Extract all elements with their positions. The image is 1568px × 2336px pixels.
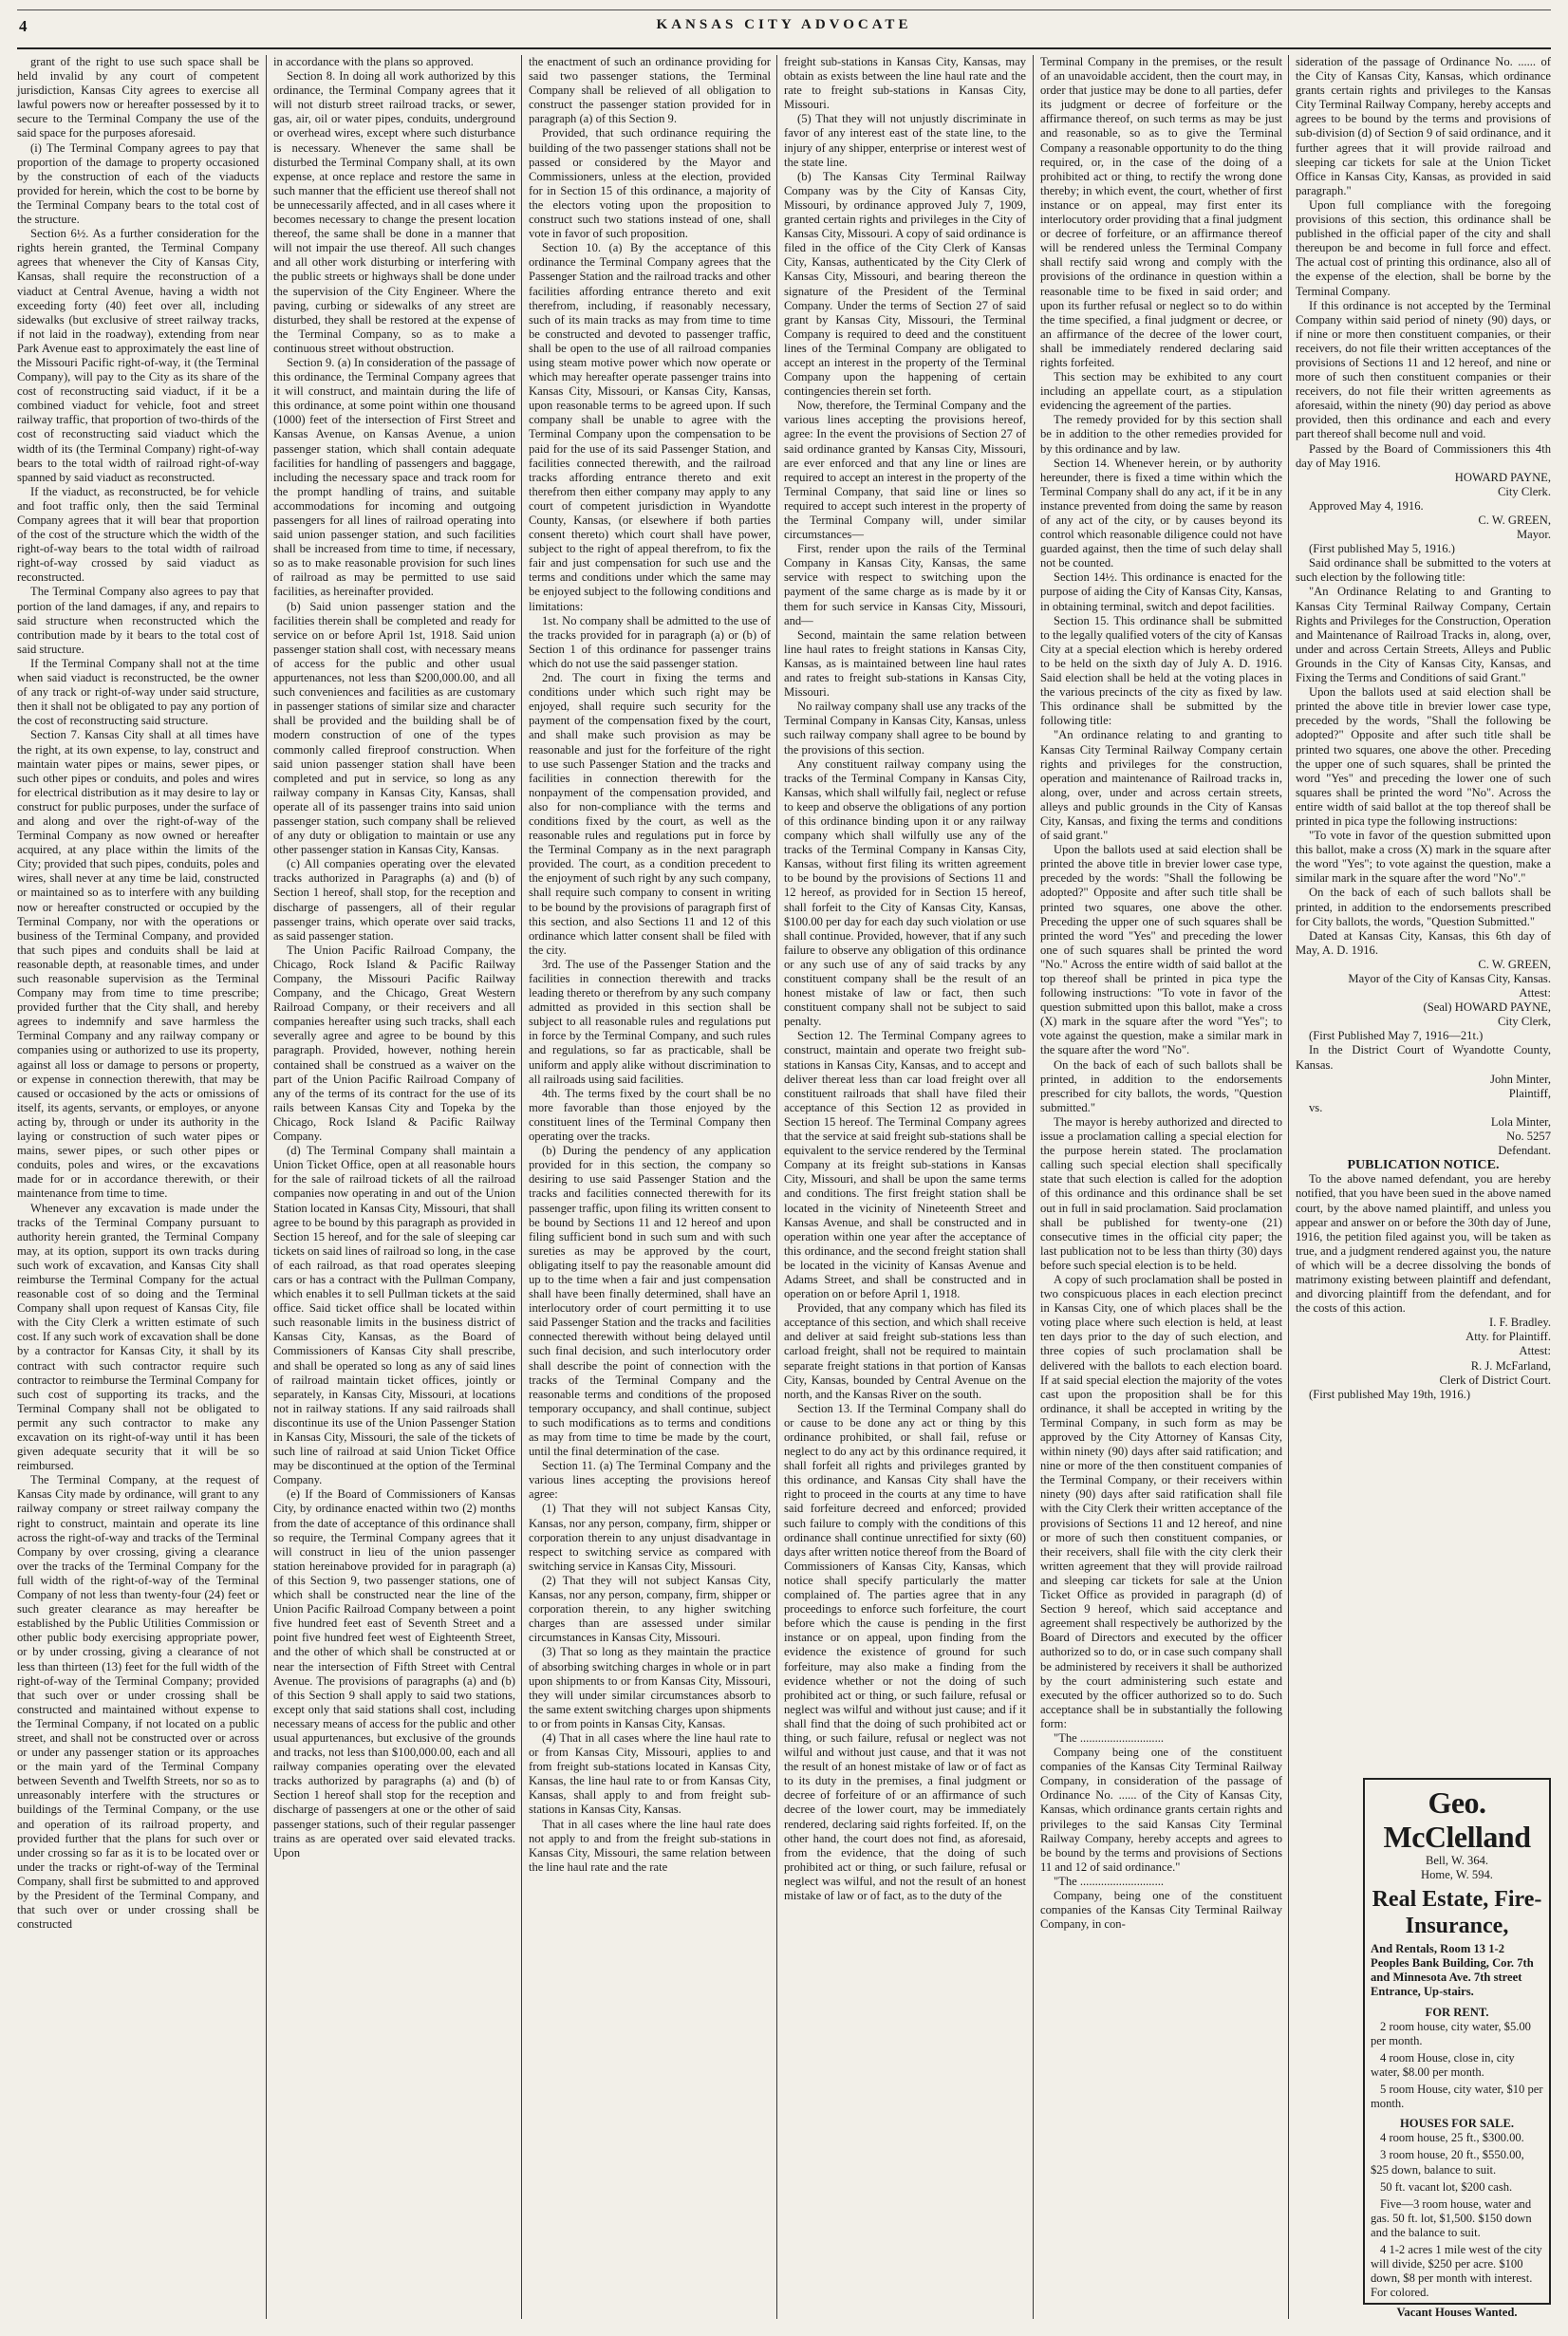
column-5-paragraph: The remedy provided for by this section shall be in addition to the other remedies provided for by this ordinance and by law.: [1040, 413, 1282, 456]
column-3-paragraph: Section 10. (a) By the acceptance of this ordinance the Terminal Company agrees that the Passenger Station and the railroad tracks and other facilities affording entrance thereto and exit therefrom, including, if reasonably necessary, such of its main tracks as may from time to time be constructed and devoted to passenger traffic, shall be open to the use of all railroad companies using steam motive power which now operate or which may hereafter operate passenger trains into Kansas City, Missouri, or Kansas City, Kansas, upon reasonable terms to be agreed upon. If such company shall be unable to agree with the Terminal Company upon the compensation to be paid for the use of its said Passenger Station, and facilities connected therewith, and the railroad tracks affording entrance thereto and exit therefrom then either company may apply to any court of competent jurisdiction in Wyandotte County, Kansas, (or elsewhere if both parties consent thereto) which court shall have power, subject to the right of appeal therefrom, to fix the fair and just compensation for such use and the terms and conditions under which the same may be enjoyed subject to the following conditions and limitations:: [529, 241, 771, 613]
column-1-paragraph: Whenever any excavation is made under the tracks of the Terminal Company pursuant to authority herein granted, the Terminal Company may, at its option, support its own tracks during such work of excavation, and Kansas City shall reimburse the Terminal Company for the actual reasonable cost of so doing and the Terminal Company shall upon request of Kansas City, file with the City Clerk a written estimate of such cost. If any such work of excavation shall be done by a contractor for Kansas City, it shall by its contract with such contractor require such contractor to reimburse the Terminal Company for such cost of supporting its tracks, and the Terminal Company shall not be obligated to permit any such contractor to make any excavation on its right-of-way until it has been given adequate security that it will be so reimbursed.: [17, 1201, 259, 1473]
column-5-paragraph: This section may be exhibited to any court including an appellate court, as a stipulation evidencing the agreement of the parties.: [1040, 370, 1282, 413]
column-4-paragraph: Second, maintain the same relation between line haul rates to freight stations in Kansas City, Kansas, as is maintained between line haul rates and rates to freight sub-stations in Kansas City, Missouri.: [784, 627, 1026, 700]
for-rent-heading: FOR RENT.: [1425, 2005, 1489, 2019]
column-2-paragraph: (d) The Terminal Company shall maintain a Union Ticket Office, open at all reasonable hours for the sale of railroad tickets of all the railroad companies now operating in and out of the Union Station located in Kansas City, Missouri, that shall agree to be bound by this paragraph as provided in Section 15 hereof, and for the sale of sleeping car tickets on said lines of railroad so long, in the case of each railroad, as that road operates sleeping cars or has a contract with the Pullman Company, which enables it to sell Pullman tickets at the said office. Said ticket office shall be located within such reasonable limits in the business district of Kansas City, Kansas, as the Board of Commissioners of Kansas City shall prescribe, and shall be operated so long as any of said lines of railroad maintain ticket offices, jointly or separately, in Kansas City, Missouri, at locations not in railway stations. If any said railroads shall discontinue its use of the Union Passenger Station in Kansas City, Missouri, the sale of the tickets of such line of railroad at said Union Ticket Office may be discontinued at the option of the Terminal Company.: [273, 1144, 515, 1487]
rent-listing: 2 room house, city water, $5.00 per month.: [1371, 2019, 1531, 2047]
column-3-paragraph: 4th. The terms fixed by the court shall be no more favorable than those enjoyed by the constituent lines of the Terminal Company then operating over the tracks.: [529, 1086, 771, 1144]
column-4-paragraph: (b) The Kansas City Terminal Railway Company was by the City of Kansas City, Missouri, by ordinance approved July 7, 1909, granted certain rights and privileges in the City of Kansas City, Missouri. A copy of said ordinance is filed in the office of the City Clerk of Kansas City, Kansas, authenticated by the City Clerk of Kansas City, Missouri, and bearing thereon the signature of the President of the Terminal Company. Under the terms of Section 27 of said grant by Kansas City, Missouri, the Terminal Company is required to deed and the constituent lines of the Terminal Company are obligated to accept an interest in the property of the Terminal Company upon the happening of certain contingencies therein set forth.: [784, 169, 1026, 399]
column-3-paragraph: (3) That so long as they maintain the practice of absorbing switching charges in whole or in part upon shipments to or from Kansas City, Missouri, they will under similar circumstances absorb to the same extent switching charges upon shipments to or from points in Kansas City, Kansas.: [529, 1645, 771, 1730]
column-3-paragraph: 3rd. The use of the Passenger Station and the facilities in connection therewith and tracks leading thereto or therefrom by any such company admitted as provided in this section shall be subject to all reasonable rules and regulations put in force by the Terminal Company, and such rules and regulations, so far as practicable, shall be uniform and apply alike without discrimination to all railroads using said facilities.: [529, 957, 771, 1086]
column-5-paragraph: Company, being one of the constituent companies of the Kansas City Terminal Railway Company, in con-: [1040, 1889, 1282, 1932]
column-6-paragraph: (First published May 5, 1916.): [1309, 542, 1455, 556]
column-6-paragraph: To the above named defendant, you are hereby notified, that you have been sued in the above named court, by the above named plaintiff, and unless you appear and answer on or before the 30th day of June, 1916, the petition filed against you, will be taken as true, and a judgment rendered against you, the nature of which will be a decree dissolving the bonds of matrimony existing between plaintiff and defendant, and divorcing plaintiff from the defendant, and for the costs of this action.: [1296, 1172, 1551, 1316]
column-2-paragraph: (e) If the Board of Commissioners of Kansas City, by ordinance enacted within two (2) months from the date of acceptance of this ordinance shall so require, the Terminal Company agrees that it will construct in lieu of the union passenger station hereinabove provided for in paragraph (a) of this Section 9, two passenger stations, one of which shall be constructed near the line of the Union Pacific Railroad Company between a point five hundred feet east of Seventh Street and a point five hundred feet west of Eighteenth Street, and the other of which shall be constructed at or near the intersection of Fifth Street with Central Avenue. The provisions of paragraphs (a) and (b) of this Section 9 shall apply to said two stations, except only that said stations shall cost, including necessary means of access for the public and other usual appurtenances, but exclusive of the grounds and tracks, not less than $100,000.00, each and all railway companies operating over the elevated tracks authorized by paragraphs (a) and (b) of Section 1 hereof shall stop for the reception and discharge of passengers at one or the other of said passenger stations, such of their regular passenger trains as are operated over said elevated tracks. Upon: [273, 1487, 515, 1859]
column-2-paragraph: in accordance with the plans so approved.: [273, 55, 474, 68]
masthead: [0, 13, 1568, 46]
column-6-paragraph: Passed by the Board of Commissioners this 4th day of May 1916.: [1296, 441, 1551, 470]
phone-home: Home, W. 594.: [1421, 1868, 1493, 1882]
column-4-paragraph: Section 13. If the Terminal Company shall do or cause to be done any act or thing by this ordinance prohibited, or shall fail, refuse or neglect to do any act by this ordinance required, it shall forfeit all rights and privileges granted by this ordinance, and Kansas City shall have the right to proceed in the courts at any time to have said forfeiture decreed and enforced; provided such failure to comply with the conditions of this ordinance shall continue unrectified for sixty (60) days after written notice thereof from the Board of Commissioners of Kansas City, Kansas, which notice shall specify particularly the matter complained of. The parties agree that in any proceedings to enforce such forfeiture, the court before which the cause is pending in the first instance or on appeal, upon finding from the evidence the existence of ground for such forfeiture, may also make a finding from the evidence whether or not the doing of such prohibited act or thing, or such failure, refusal or neglect was wilful and without just cause; and if it shall find that the doing of such prohibited act or thing, or such failure, refusal or neglect was not wilful and without just cause, and that it was not the result of an honest mistake of law or of fact as to its duty in the premises, a final judgment or decree of forfeiture of or an affirmance of such decree of the lower court, may be immediately rendered, declaring said rights forfeited. If, on the other hand, the court does not find, as aforesaid, from the evidence, that the doing of such prohibited act or thing, or such failure, refusal or neglect was wilful, and not the result of an honest mistake of law or of fact, as to the duty of the: [784, 1401, 1026, 1902]
column-5-paragraph: Upon the ballots used at said election shall be printed the above title in brevier lower case type, preceded by the words: "Shall the following be adopted?" Opposite and after such title shall be printed two squares, one above the other. Preceding the upper one of such squares shall be printed the word "Yes" and preceding the lower one of such squares shall be printed the word "No." Across the entire width of said ballot at the top thereof shall be printed in pica type the following instructions: "To vote in favor of the question submitted upon this ballot, make a cross (X) mark in the square after the word "Yes"; to vote against the question, make a similar mark in the square after the word "No".: [1040, 843, 1282, 1057]
column-6-paragraph: In the District Court of Wyandotte County, Kansas.: [1296, 1043, 1551, 1072]
column-2-paragraph: The Union Pacific Railroad Company, the Chicago, Rock Island & Pacific Railway Company, the Missouri Pacific Railway Company, and the Chicago, Great Western Railroad Company, or their receivers and all companies hereafter using such tracks, shall each severally agree and agree to be bound by this paragraph. Provided, however, nothing herein contained shall be construed as a waiver on the part of the Union Pacific Railroad Company of any of the terms of its contract for the use of its rails between Kansas City and Topeka by the Chicago, Rock Island & Pacific Railway Company.: [273, 943, 515, 1144]
column-rule: [1288, 55, 1289, 2319]
column-3-paragraph: Provided, that such ordinance requiring the building of the two passenger stations shall not be passed or considered by the Mayor and Commissioners, unless at the election, provided for in Section 15 of this ordinance, a majority of the electors voting upon the proposition to construct such two stations instead of one, shall vote in favor of such proposition.: [529, 126, 771, 241]
newspaper-name: KANSAS CITY ADVOCATE: [656, 17, 912, 32]
rent-listing: 4 room House, close in, city water, $8.00 per month.: [1371, 2050, 1515, 2079]
page-number: 4: [19, 17, 28, 35]
column-1-paragraph: Section 6½. As a further consideration for the rights herein granted, the Terminal Company agrees that whenever the City of Kansas City, Kansas, shall require the reconstruction of a viaduct at Central Avenue, having a width not exceeding forty (40) feet over all, including sidewalks (but exclusive of street railway tracks, if not laid in the roadway), extending from near Park Avenue east to approximately the east line of the Missouri Pacific right-of-way, it (the Terminal Company), will pay to the City as its share of the cost of reconstructing said viaduct, if it be a combined viaduct for vehicle, foot and street railway traffic, that proportion of two-thirds of the cost of reconstructing said viaduct which the width of its (the Terminal Company) right-of-way bears to the total width of railroad right-of-way spanned by said viaduct as reconstructed.: [17, 227, 259, 484]
column-1-paragraph: The Terminal Company, at the request of Kansas City made by ordinance, will grant to any railway company or street railway company the right to construct, maintain and operate its line across the right-of-way and tracks of the Terminal Company by over crossing, giving a clearance over the tracks of the Terminal Company for the full width of the right-of-way of the Terminal Company of not less than twenty-four (24) feet or such greater clearance as may hereafter be established by the Public Utilities Commission or other public body exercising appropriate power, or by under crossing, giving a clearance of not less than thirteen (13) feet for the full width of the right-of-way of the Terminal Company; provided that such over or under crossing shall be constructed and maintained without expense to the Terminal Company, if not located on a public street, and shall not be constructed over or across or under any passenger station or its approaches or the main yard of the Terminal Company between Seventh and Twelfth Streets, nor so as to unreasonably interfere with the structures or buildings of the Terminal Company, or the use and operation of its railroad property, and provided further that the plans for such over or under crossing so far as it is to be located over or under the tracks or right-of-way of the Terminal Company, shall first be submitted to and approved by the President of the Terminal Company, and that such over or under crossing shall be constructed: [17, 1473, 259, 1932]
column-6-paragraph: Dated at Kansas City, Kansas, this 6th day of May, A. D. 1916.: [1296, 928, 1551, 957]
column-6-paragraph: Attest: R. J. McFarland, Clerk of District Court.: [1439, 1344, 1551, 1387]
column-6: [1296, 55, 1551, 1716]
column-6-paragraph: Approved May 4, 1916.: [1309, 498, 1424, 513]
sale-listing: 3 room house, 20 ft., $550.00, $25 down, balance to suit.: [1371, 2148, 1524, 2177]
phone-bell: Bell, W. 364.: [1425, 1854, 1489, 1867]
column-5-paragraph: "The ............................: [1054, 1874, 1165, 1888]
column-3-paragraph: (2) That they will not subject Kansas City, Kansas, nor any person, company, firm, shipper or corporation therein, to any higher switching charges than are assessed under similar circumstances in Kansas City, Missouri.: [529, 1573, 771, 1645]
sale-listing: 4 1-2 acres 1 mile west of the city will divide, $250 per acre. $100 down, $8 per month with interest. For colored.: [1371, 2242, 1542, 2300]
column-1-paragraph: Section 7. Kansas City shall at all times have the right, at its own expense, to lay, construct and maintain water pipes or mains, sewer pipes, or such other pipes or conduits, and poles and wires for electrical distribution as it may desire to lay or construct for public purposes, under the surface of and along and over the right-of-way of the Terminal Company as now owned or hereafter acquired, at any place within the limits of the City; provided that such pipes, conduits, poles and wires, shall never at any time be laid, constructed or maintained so as to interfere with any building now or hereafter constructed or occupied by the Terminal Company, nor with the operations or business of the Terminal Company, and provided that such pipes and conduits shall be laid at reasonable depth, at reasonable times, and under such reasonable supervision as the Terminal Company may from time to time prescribe; provided further that the City shall, and hereby agrees to indemnify and save harmless the Terminal Company and any railway company or companies using or authorized to use its property, against all loss or damage to persons or property, or expense in connection therewith, that may be caused or occasioned by the acts or omissions of itself, its agents, servants, or employes, or anyone acting by, through or under its authority in the laying or construction of such water pipes or mains, sewer pipes, or such other pipes or conduits, poles and wires, or the excavations made for or in accordance therewith, or their maintenance from time to time.: [17, 728, 259, 1201]
column-3-paragraph: (4) That in all cases where the line haul rate to or from Kansas City, Missouri, applies to and from freight sub-stations located in Kansas City, Kansas, the line haul rate to or from Kansas City, Kansas, shall apply to and from freight sub-stations in Kansas City, Kansas.: [529, 1730, 771, 1817]
newspaper-columns: [17, 55, 1551, 2324]
ad-trade-heading: Real Estate, Fire-Insurance,: [1372, 1887, 1542, 1939]
column-3: [529, 55, 771, 2319]
column-6-paragraph: (First published May 19th, 1916.): [1309, 1387, 1471, 1401]
column-4: [784, 55, 1026, 2319]
column-5-paragraph: Section 15. This ordinance shall be submitted to the legally qualified voters of the city of Kansas City at a special election which is hereby ordered to be held on the sixth day of July A. D. 1916. Said election shall be held at the voting places in the various precincts of the city as fixed by law. This ordinance shall be submitted by the following title:: [1040, 613, 1282, 728]
column-6-paragraph: PUBLICATION NOTICE.: [1347, 1158, 1500, 1173]
column-3-paragraph: Section 11. (a) The Terminal Company and the various lines accepting the provisions hereof agree:: [529, 1459, 771, 1502]
ad-footer: Vacant Houses Wanted.: [1396, 2306, 1518, 2320]
column-1-paragraph: The Terminal Company also agrees to pay that portion of the land damages, if any, and repairs to said structure when reconstructed which the contribution made by it bears to the total cost of said structure.: [17, 585, 259, 656]
for-sale-list: [1371, 2131, 1543, 2300]
column-6-paragraph: "An Ordinance Relating to and Granting to Kansas City Terminal Railway Company, Certain Rights and Privileges for the Construction, Operation and Maintenance of Railroad Tracks in, along, over, under and across Certain Streets, Alleys and Public Grounds in the City of Kansas City, Kansas, and Fixing the Terms and Conditions of said Grant.": [1296, 585, 1551, 685]
column-2-paragraph: Section 8. In doing all work authorized by this ordinance, the Terminal Company agrees that it will not disturb street railroad tracks, or sewer, gas, air, oil or water pipes, conduits, underground or overhead wires, except where such disturbance is necessary. Whenever the same shall be disturbed the Terminal Company shall, at its own expense, at once replace and restore the same in such manner that the efficient use thereof shall not be unnecessarily affected, and in all cases where it becomes necessary to change the present location thereof, the same shall be done in a manner that will not impair the use thereof. All such changes and all other work disturbing or interfering with the public streets or highways shall be done under the supervision of the City Engineer. Where the paving, curbing or sidewalks of any street are disturbed, they shall be restored at the expense of the Terminal Company, so as to make a continuous street without obstruction.: [273, 69, 515, 355]
column-1-paragraph: If the Terminal Company shall not at the time when said viaduct is reconstructed, be the owner of any track or right-of-way under said structure, then it shall not be obligated to pay any portion of the cost of reconstructing said structure.: [17, 656, 259, 728]
column-3-paragraph: That in all cases where the line haul rate does not apply to and from the freight sub-stations in Kansas City, Missouri, the same relation between the line haul rate and the rate: [529, 1817, 771, 1874]
column-6-paragraph: HOWARD PAYNE, City Clerk.: [1454, 470, 1551, 498]
column-5-paragraph: Terminal Company in the premises, or the result of an unavoidable accident, then the court may, in order that justice may be done to all parties, defer its judgment or decree of forfeiture or the affirmance thereof, on such terms as may be just and reasonable, so as to give the Terminal Company a reasonable opportunity to do the thing required, or, in the case of the doing of a prohibited act or thing, to rectify the wrong done thereby; in which event, the court, whether of first instance or on appeal, may first enter its interlocutory order providing that a final judgment or decree of forfeiture, or an affirmance thereof will be rendered unless the Terminal Company shall rectify said wrong and comply with the provisions of the ordinance in question within a reasonable time to be fixed in said order; and upon its further refusal or neglect so to do within the time specified, a final judgment or decree, or an affirmance of the decree of the lower court, shall be immediately rendered declaring said rights forfeited.: [1040, 55, 1282, 369]
column-6-paragraph: Attest: (Seal) HOWARD PAYNE, City Clerk,: [1423, 986, 1551, 1029]
column-6-paragraph: C. W. GREEN, Mayor of the City of Kansas City, Kansas.: [1348, 957, 1551, 985]
column-6-paragraph: (First Published May 7, 1916—21t.): [1309, 1029, 1484, 1043]
column-6-paragraph: I. F. Bradley. Atty. for Plaintiff.: [1465, 1316, 1551, 1344]
column-2-paragraph: (b) Said union passenger station and the facilities therein shall be completed and ready for service on or before April 1st, 1918. Said union passenger station shall cost, with necessary means of access for the public and other usual appurtenances, not less than $200,000.00, and all such conveniences and facilities as are customary in passenger stations of similar size and character shall be provided and the building shall be of modern construction of one of the types commonly called fireproof construction. When said union passenger station shall have been completed and put in service, so long as any railway company in Kansas City, Kansas, shall operate all of its passenger trains into said union passenger station, such company shall be relieved of any duty or obligation to maintain or use any other passenger station in Kansas City, Kansas.: [273, 599, 515, 857]
sale-listing: Five—3 room house, water and gas. 50 ft. lot, $1,500. $150 down and the balance to suit.: [1371, 2196, 1532, 2239]
column-6-paragraph: sideration of the passage of Ordinance No. ...... of the City of Kansas City, Kansas, which ordinance grants certain rights and privileges to the Kansas City Terminal Railway Company, hereby accepts and agrees to be bound by the terms and provisions of sub-division (d) of Section 9 of said ordinance, and it further agrees that it will provide railroad and sleeping car tickets for sale at the Union Ticket Office in Kansas City, Kansas, as provided in said paragraph.": [1296, 55, 1551, 197]
column-6-paragraph: "To vote in favor of the question submitted upon this ballot, make a cross (X) mark in the square after the word "Yes"; to vote against the question, make a similar mark in the square after the word "No".": [1296, 829, 1551, 886]
column-5-paragraph: Section 14½. This ordinance is enacted for the purpose of aiding the City of Kansas City, Kansas, in obtaining terminal, switch and depot facilities.: [1040, 570, 1282, 613]
column-1-paragraph: If the viaduct, as reconstructed, be for vehicle and foot traffic only, then the said Terminal Company agrees that it will bear that proportion of the cost of the structure which the width of the right-of-way bears to the total width of railroad right-of-way crossed by said viaduct as reconstructed.: [17, 484, 259, 585]
column-3-paragraph: 2nd. The court in fixing the terms and conditions under which such right may be enjoyed, shall require such security for the payment of the compensation fixed by the court, and shall make such provision as may be reasonable and just for the forfeiture of the right to use such Passenger Station and the tracks and facilities in connection therewith for the nonpayment of the compensation provided, and also for non-compliance with the terms and conditions fixed by the court, as well as the reasonable rules and regulations put in force by the Terminal Company as in the next paragraph provided. The court, as a condition precedent to the enjoyment of such right by any such company, shall require such company to consent in writing to be bound by the provisions of paragraph first of this section, and also Sections 11 and 12 of this ordinance which latter consent shall be filed with the city.: [529, 671, 771, 957]
column-5-paragraph: On the back of each of such ballots shall be printed, in addition to the endorsements prescribed for city ballots, the words, "Question submitted.": [1040, 1057, 1282, 1114]
column-6-paragraph: John Minter, Plaintiff,: [1490, 1072, 1551, 1100]
rent-listing: 5 room House, city water, $10 per month.: [1371, 2083, 1543, 2111]
column-rule: [1033, 55, 1034, 2319]
header-rule: [17, 47, 1551, 49]
column-3-paragraph: 1st. No company shall be admitted to the use of the tracks provided for in paragraph (a) or (b) of Section 1 of this ordinance for passenger trains which do not use the said passenger station.: [529, 613, 771, 670]
column-3-paragraph: (b) During the pendency of any application provided for in this section, the company so desiring to use said Passenger Station and the tracks and facilities connected therewith for its passenger traffic, upon filing its written consent to be bound by Sections 11 and 12 hereof and upon filing sufficient bond in such sum and with such sureties as may be approved by the court, obligating itself to pay the reasonable amount did up to the time when a fair and just compensation shall have been finally determined, shall have an interlocutory order of court permitting it to use said Passenger Station and the tracks and facilities connected therewith without being delayed until such final decision, and such interlocutory order shall describe the point of connection with the tracks of the Terminal Company and the reasonable terms and conditions of the proposed temporary occupancy, and shall continue, subject to such modifications as to terms and conditions as may from time to time be made by the court, until the final determination of the case.: [529, 1144, 771, 1459]
for-rent-list: [1371, 2020, 1543, 2112]
column-6-paragraph: On the back of each of such ballots shall be printed, in addition to the endorsements prescribed for City ballots, the words, "Question Submitted.": [1296, 886, 1551, 928]
real-estate-advertisement: [1363, 1778, 1551, 2320]
column-3-paragraph: the enactment of such an ordinance providing for said two passenger stations, the Terminal Company shall be relieved of all obligation to construct the passenger station provided for in paragraph (a) of this Section 9.: [529, 55, 771, 126]
column-5-paragraph: Section 14. Whenever herein, or by authority hereunder, there is fixed a time within which the Terminal Company shall do any act, if it be in any instance prevented from doing the same by reason of any act of the city, or by causes beyond its control which reasonable diligence could not have guarded against, then the time of such delay shall not be counted.: [1040, 456, 1282, 570]
column-5-paragraph: Company being one of the constituent companies of the Kansas City Terminal Railway Company, in consideration of the passage of Ordinance No. ...... of the City of Kansas City, Kansas, which ordinance grants certain rights and privileges to the said Kansas City Terminal Railway Company, hereby accepts and agrees to be bound by the terms and provisions of Sections 11 and 12 of said ordinance.": [1040, 1746, 1282, 1874]
column-1-paragraph: (i) The Terminal Company agrees to pay that proportion of the damage to property occasioned by the construction of each of the viaducts provided for herein, which the cost to be borne by the Terminal Company bears to the total cost of the structure.: [17, 140, 259, 227]
column-2-paragraph: (c) All companies operating over the elevated tracks authorized in Paragraphs (a) and (b) of Section 1 hereof, shall stop, for the reception and discharge of passengers, all of their regular passenger trains, which operate over said tracks, as said passenger station.: [273, 857, 515, 943]
column-1: [17, 55, 259, 2319]
column-2-paragraph: Section 9. (a) In consideration of the passage of this ordinance, the Terminal Company agrees that it will construct, and maintain during the life of this ordinance, at some point within one thousand (1000) feet of the intersection of First Street and Kansas Avenue, on Kansas Avenue, a union passenger station, which shall contain adequate facilities for handling of passengers and baggage, including the necessary space and track room for the prompt handling of trains, and suitable accommodations for incoming and outgoing passengers for all lines of railroad operating into said union passenger station, and such facilities shall be increased from time to time, if necessary, so as to make reasonable provision for such lines of railroad as may be permitted to use said facilities, as hereinafter provided.: [273, 355, 515, 599]
column-5-paragraph: "An ordinance relating to and granting to Kansas City Terminal Railway Company certain rights and privileges for the construction, operation and maintenance of Railroad tracks in, along, over, under and across certain streets, alleys and public grounds in the City of Kansas City, Kansas, and fixing the terms and conditions of said grant.": [1040, 728, 1282, 843]
sale-listing: 4 room house, 25 ft., $300.00.: [1380, 2131, 1524, 2145]
column-5-paragraph: The mayor is hereby authorized and directed to issue a proclamation calling a special election for the purpose herein stated. The proclamation calling such special election shall specifically state that such election is called for the adoption of this ordinance and this ordinance shall be set out in full in said proclamation. Said proclamation shall be published for twenty-one (21) consecutive times in the official city paper; the last publication not to be less than thirty (30) days before such special election is to be held.: [1040, 1114, 1282, 1272]
top-rule: [17, 9, 1551, 10]
sale-listing: 50 ft. vacant lot, $200 cash.: [1380, 2179, 1513, 2194]
column-5-paragraph: "The ............................: [1054, 1730, 1165, 1745]
column-6-paragraph: If this ordinance is not accepted by the Terminal Company within said period of ninety (90) days, or if nine or more then constituent companies, or their receivers, do not file their written acceptances of the provisions of Sections 11 and 12 hereof, and nine or more of such then constituent companies or their receivers, do not file their written agreements as aforesaid, within the ninety (90) day period as above provided, then this ordinance and each and every part thereof shall become null and void.: [1296, 298, 1551, 441]
column-4-paragraph: No railway company shall use any tracks of the Terminal Company in Kansas City, Kansas, unless such railway company shall agree to be bound by the provisions of this section.: [784, 700, 1026, 757]
column-6-paragraph: vs.: [1309, 1100, 1323, 1114]
column-4-paragraph: freight sub-stations in Kansas City, Kansas, may obtain as exists between the line haul rate and the rate to freight sub-stations in Kansas City, Missouri.: [784, 55, 1026, 112]
column-6-paragraph: Upon full compliance with the foregoing provisions of this section, this ordinance shall be published in the official paper of the city and shall thereupon be and become in full force and effect. The actual cost of printing this ordinance, also all of the expense of the election, shall be borne by the Terminal Company.: [1296, 197, 1551, 298]
column-4-paragraph: Section 12. The Terminal Company agrees to construct, maintain and operate two freight sub-stations in Kansas City, Kansas, and to accept and deliver thereat less than car load freight over all constituent railroads that shall have filed their acceptance of this Section 12 as provided in Section 15 hereof. The Terminal Company agrees that the service at said freight sub-stations shall be equivalent to the service rendered by the Terminal Company at its freight sub-stations in Kansas City, Missouri, and shall be upon the same terms and conditions. The first freight station shall be located in the vicinity of Nineteenth Street and Kansas Avenue, and shall be constructed and in operation within one year after the acceptance of this ordinance, and the second freight station shall be located in the vicinity of Kansas Avenue and Adams Street, and shall be constructed and in operation on or before April 1, 1918.: [784, 1029, 1026, 1301]
column-1-paragraph: grant of the right to use such space shall be held invalid by any court of competent jurisdiction, Kansas City agrees to exercise all lawful powers now or hereafter possessed by it to secure to the Terminal Company the use of the said space for the purposes aforesaid.: [17, 55, 259, 140]
column-6-paragraph: Lola Minter, No. 5257 Defendant.: [1490, 1114, 1551, 1158]
advertiser-name: Geo. McClelland: [1383, 1785, 1531, 1854]
column-6-paragraph: Said ordinance shall be submitted to the voters at such election by the following title:: [1296, 556, 1551, 585]
column-rule: [776, 55, 777, 2319]
column-6-paragraph: Upon the ballots used at said election shall be printed the above title in brevier lower case type, preceded by the words, "Shall the following be adopted?" Opposite and after such title shall be printed two squares, one above the other. Preceding the upper one of such squares, shall be printed the word "Yes" and preceding the lower one of such squares shall be printed the word "No". Across the entire width of said ballot at the top thereof shall be printed in pica type the following instructions:: [1296, 685, 1551, 828]
column-4-paragraph: First, render upon the rails of the Terminal Company in Kansas City, Kansas, the same service with respect to switching upon the payment of the same charge as is made by it or them for such service in Kansas City, Missouri, and—: [784, 542, 1026, 627]
column-4-paragraph: Now, therefore, the Terminal Company and the various lines accepting the provisions hereof, agree: In the event the provisions of Section 27 of said ordinance granted by Kansas City, Missouri, are ever enforced and that any line or lines are required to accept an interest in the property of the Terminal Company, that said line or lines so required to accept such interest in the property of the Terminal Company will, under similar circumstances—: [784, 399, 1026, 542]
column-3-paragraph: (1) That they will not subject Kansas City, Kansas, nor any person, company, firm, shipper or corporation therein to any unjust disadvantage in respect to switching service as compared with switching service in Kansas City, Missouri.: [529, 1502, 771, 1573]
column-6-paragraph: C. W. GREEN, Mayor.: [1478, 514, 1551, 542]
column-4-paragraph: Any constituent railway company using the tracks of the Terminal Company in Kansas City, Kansas, which shall wilfully fail, neglect or refuse to keep and observe the obligations of any portion of this ordinance binding upon it or any railway company which shall wilfully use any of the tracks of the Terminal Company in Kansas City, Kansas, without first filing its written agreement to be bound by the provisions of Sections 11 and 12 hereof, as provided for in Section 15 hereof, shall forfeit to the City of Kansas City, Kansas, $100.00 per day for each day such violation or use shall continue. Provided, however, that if any such failure to observe any obligation of this ordinance or any such use of any of said tracks by any constituent company shall be the result of an honest mistake of law or fact, then such constituent company shall not be subject to said penalty.: [784, 757, 1026, 1029]
ad-address: And Rentals, Room 13 1-2 Peoples Bank Building, Cor. 7th and Minnesota Ave. 7th street Entrance, Up-stairs.: [1371, 1942, 1534, 1999]
column-rule: [521, 55, 522, 2319]
column-rule: [266, 55, 267, 2319]
column-2: [273, 55, 515, 2319]
column-4-paragraph: (5) That they will not unjustly discriminate in favor of any interest east of the state line, to the injury of any shipper, enterprise or interest west of the state line.: [784, 112, 1026, 169]
for-sale-heading: HOUSES FOR SALE.: [1399, 2117, 1515, 2131]
column-5-paragraph: A copy of such proclamation shall be posted in two conspicuous places in each election precinct in Kansas City, one of which places shall be the voting place where such election is held, at least ten days prior to the day of such election, and three copies of such proclamation shall be delivered with the ballots to each election board. If at said special election the majority of the votes cast upon the proposition shall be for this ordinance, it shall be accepted in writing by the Terminal Company, in such form as may be approved by the City Attorney of Kansas City, within ninety (90) days after said ratification; and nine or more of the then constituent companies of the Terminal Company, or their receivers within ninety (90) days after said ratification shall file with the City Clerk their written acceptance of the provisions of Sections 11 and 12 hereof, and nine or more of such then constituent companies, or their receivers, shall file with the city clerk their written agreement that they will provide railroad and sleeping car tickets for sale at the Union Ticket Office as provided in paragraph (d) of Section 9 hereof, which said acceptance and agreement shall respectively be authorized by the Board of Directors and executed by the officer authorized so to do, or in case such company shall be administered by receivers it shall be authorized by the court administering such estate and executed by the officer authorized so to do. Such acceptance shall be in substantially the following form:: [1040, 1272, 1282, 1730]
column-5: [1040, 55, 1282, 2319]
column-4-paragraph: Provided, that any company which has filed its acceptance of this section, and which shall receive and deliver at said freight sub-stations less than carload freight, shall not be required to maintain separate freight stations in that portion of Kansas City, Kansas, bounded by Central Avenue on the north, and the Kansas River on the south.: [784, 1301, 1026, 1401]
